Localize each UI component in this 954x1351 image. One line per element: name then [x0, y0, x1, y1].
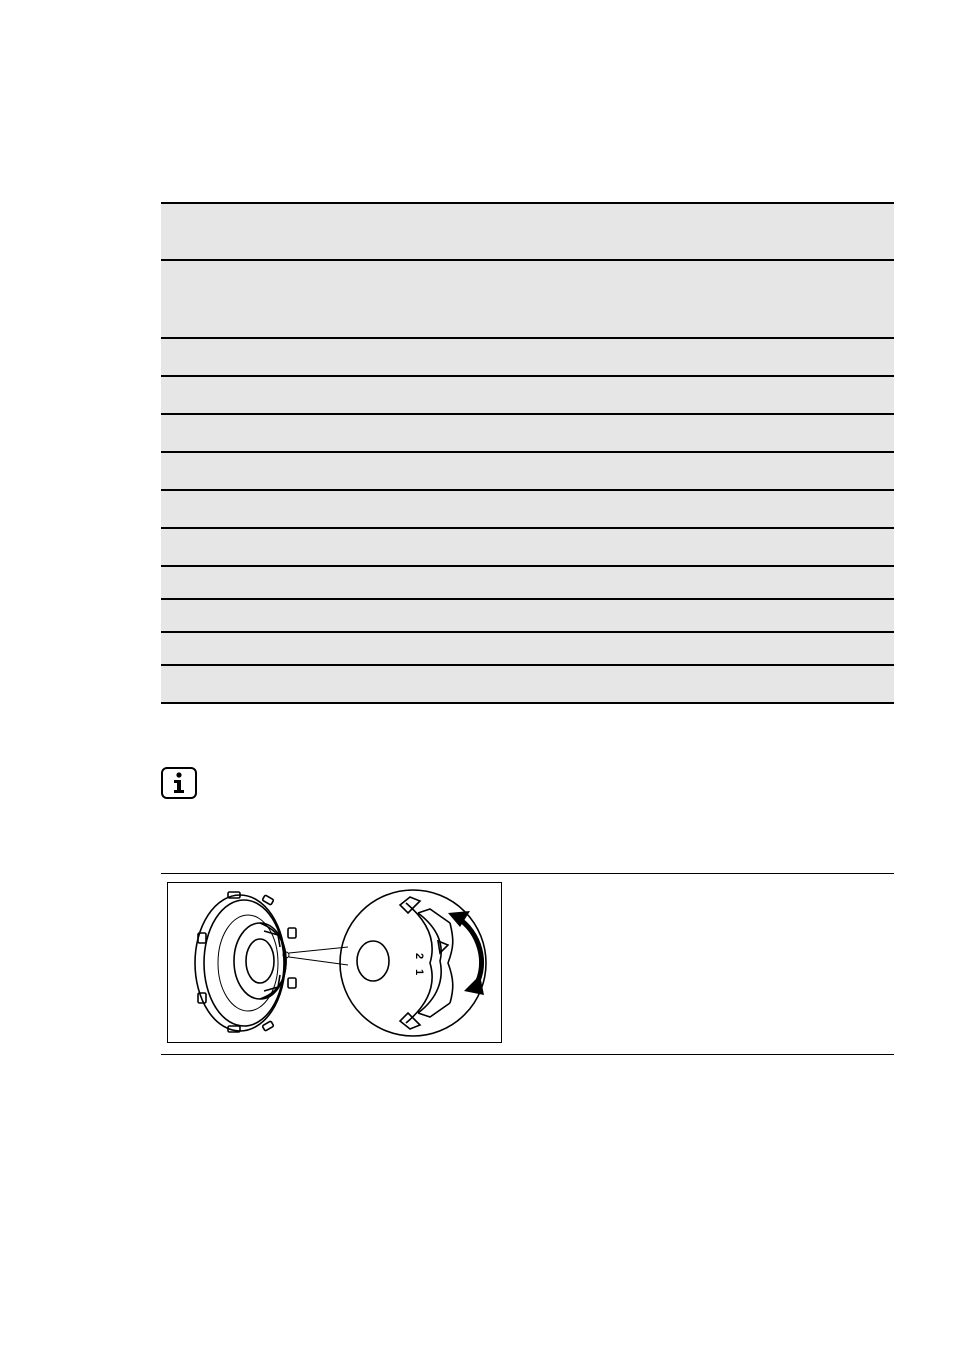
info-glyph: [169, 771, 189, 795]
dial-label: 1: [413, 969, 425, 976]
table-cell: [593, 415, 729, 451]
table-cell: [593, 666, 729, 702]
table-cell: [593, 567, 729, 598]
table-row: [161, 633, 894, 666]
table-row: [161, 377, 894, 415]
table-cell: [729, 453, 894, 489]
table-cell: [593, 261, 729, 337]
table-cell: [729, 633, 894, 664]
table-cell: [161, 491, 593, 527]
table-row: [161, 339, 894, 377]
table-row: [161, 415, 894, 453]
table-cell: [161, 339, 593, 375]
table-row: [161, 204, 894, 261]
info-icon: [161, 767, 197, 799]
table-row: [161, 529, 894, 567]
table-cell: [729, 339, 894, 375]
table-cell: [161, 377, 593, 413]
dial-drawing: [168, 883, 501, 1042]
table-cell: [161, 453, 593, 489]
table-cell: [161, 529, 593, 565]
table-cell: [593, 633, 729, 664]
table-cell: [161, 666, 593, 702]
table-cell: [593, 491, 729, 527]
table-cell: [729, 491, 894, 527]
table-row: [161, 567, 894, 600]
table-cell: [161, 204, 593, 259]
table-cell: [729, 377, 894, 413]
settings-table: [161, 202, 894, 704]
table-cell: [593, 529, 729, 565]
table-cell: [729, 415, 894, 451]
table-cell: [593, 377, 729, 413]
table-row: [161, 600, 894, 633]
table-cell: [593, 204, 729, 259]
table-cell: [729, 600, 894, 631]
table-cell: [729, 204, 894, 259]
table-cell: [161, 261, 593, 337]
water-softener-dial-illustration: [167, 882, 502, 1043]
table-cell: [729, 261, 894, 337]
table-cell: [729, 529, 894, 565]
table-row: [161, 666, 894, 704]
table-cell: [161, 600, 593, 631]
table-cell: [161, 567, 593, 598]
table-cell: [593, 600, 729, 631]
dial-label: 2: [413, 953, 425, 960]
figure-section: [161, 873, 894, 1055]
table-cell: [593, 453, 729, 489]
table-row: [161, 453, 894, 491]
table-row: [161, 261, 894, 339]
table-cell: [729, 567, 894, 598]
table-row: [161, 491, 894, 529]
table-cell: [161, 415, 593, 451]
table-cell: [161, 633, 593, 664]
table-cell: [593, 339, 729, 375]
table-cell: [729, 666, 894, 702]
